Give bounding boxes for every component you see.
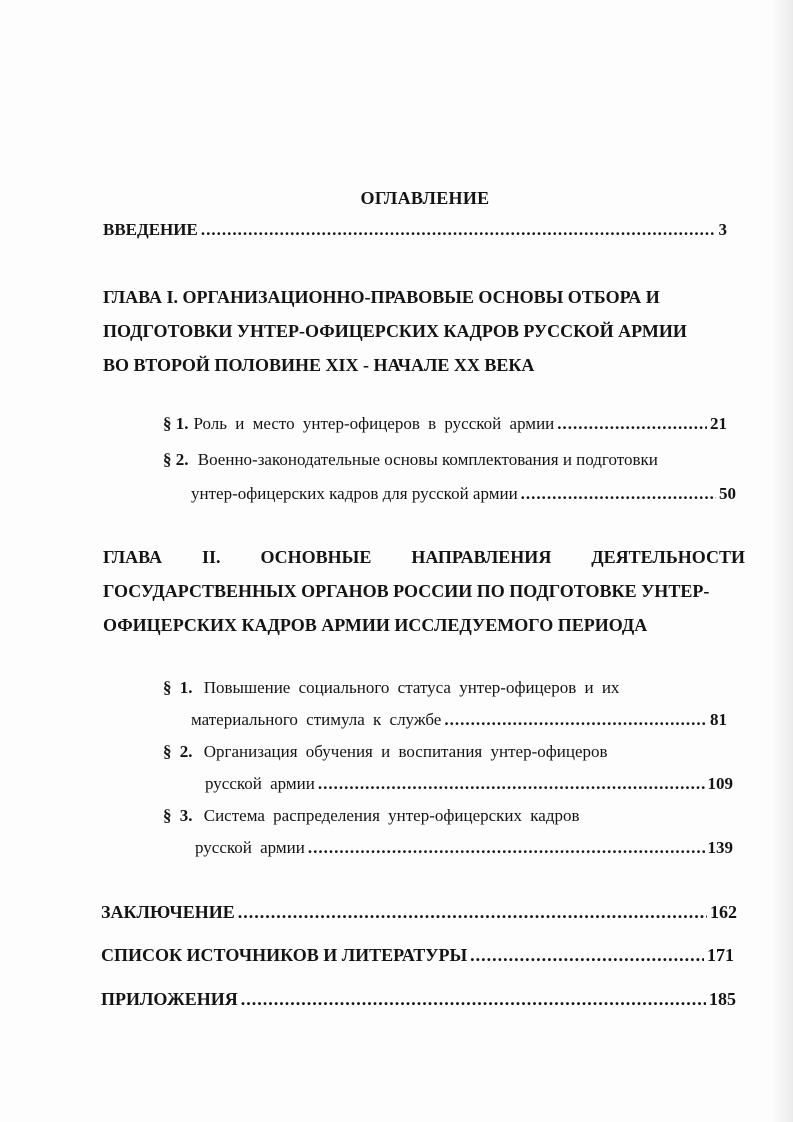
toc-entry-ch2-section-1-cont[interactable] (191, 710, 727, 730)
heading-word: ДЕЯТЕЛЬНОСТИ (591, 547, 745, 567)
section-title: Организация обучения и воспитания унтер-офицеров (203, 742, 608, 761)
section-title-continued: русской армии (205, 774, 315, 793)
toc-leader-dots (444, 710, 707, 730)
chapter-2-heading-line (103, 540, 745, 574)
chapter-2-heading-line: ГОСУДАРСТВЕННЫХ ОРГАНОВ РОССИИ ПО ПОДГОТОВКЕ УНТЕР- (103, 581, 710, 601)
page-title: ОГЛАВЛЕНИЕ (360, 188, 490, 208)
toc-entry-ch2-section-1[interactable] (163, 678, 619, 698)
section-mark: § 2. (163, 742, 193, 761)
toc-entry-sources[interactable] (101, 945, 734, 966)
heading-word: НАПРАВЛЕНИЯ (411, 547, 552, 567)
toc-entry-ch2-section-3-cont[interactable] (195, 838, 733, 858)
toc-leader-dots (521, 484, 716, 504)
section-title-continued: унтер-офицерских кадров для русской армии (191, 484, 518, 503)
toc-leader-dots (470, 945, 704, 966)
toc-entry-label: ЗАКЛЮЧЕНИЕ (101, 902, 235, 922)
chapter-1-heading-line: ВО ВТОРОЙ ПОЛОВИНЕ XIX - НАЧАЛЕ XX ВЕКА (103, 355, 535, 375)
toc-entry-ch2-section-3[interactable] (163, 806, 580, 826)
toc-entry-conclusion[interactable] (101, 902, 737, 923)
toc-page-number: 185 (709, 989, 736, 1009)
toc-leader-dots (241, 989, 706, 1010)
toc-entry-ch2-section-2[interactable] (163, 742, 608, 762)
toc-entry-ch1-section-2[interactable] (163, 450, 658, 470)
toc-page-number: 109 (707, 774, 733, 793)
toc-entry-appendix[interactable] (101, 989, 736, 1010)
chapter-2-heading-line: ОФИЦЕРСКИХ КАДРОВ АРМИИ ИССЛЕДУЕМОГО ПЕРИОДА (103, 615, 648, 635)
toc-leader-dots (201, 220, 716, 240)
toc-entry-ch1-section-2-cont[interactable] (191, 484, 736, 504)
chapter-2-heading (103, 540, 745, 642)
chapter-1-heading-line: ГЛАВА I. ОРГАНИЗАЦИОННО-ПРАВОВЫЕ ОСНОВЫ ОТБОРА И (103, 287, 660, 307)
heading-word: II. (201, 547, 221, 567)
section-mark: § 2. (163, 450, 189, 469)
toc-page-number: 3 (718, 220, 727, 239)
toc-entry-ch2-section-2-cont[interactable] (205, 774, 733, 794)
toc-page-number: 81 (710, 710, 727, 729)
heading-word: ГЛАВА (103, 547, 163, 567)
chapter-1-heading-line: ПОДГОТОВКИ УНТЕР-ОФИЦЕРСКИХ КАДРОВ РУССКОЙ АРМИИ (103, 321, 687, 341)
section-mark: § 1. (163, 678, 193, 697)
toc-page-number: 162 (710, 902, 737, 922)
section-mark: § 3. (163, 806, 193, 825)
section-title-continued: материального стимула к службе (191, 710, 442, 729)
toc-page-number: 21 (710, 414, 727, 433)
toc-leader-dots (238, 902, 707, 923)
toc-entry-label: СПИСОК ИСТОЧНИКОВ И ЛИТЕРАТУРЫ (101, 945, 468, 965)
toc-entry-ch1-section-1[interactable] (163, 414, 727, 434)
section-title: Повышение социального статуса унтер-офицеров и их (203, 678, 620, 697)
toc-page-number: 50 (719, 484, 736, 503)
section-mark: § 1. (163, 414, 189, 433)
chapter-1-heading (103, 280, 743, 382)
scan-edge-shadow (771, 0, 793, 1122)
toc-page-number: 139 (707, 838, 733, 857)
toc-leader-dots (318, 774, 705, 794)
toc-entry-label: ПРИЛОЖЕНИЯ (101, 989, 238, 1009)
toc-entry-label: ВВЕДЕНИЕ (103, 220, 198, 239)
toc-entry-introduction[interactable] (103, 220, 727, 240)
heading-word: ОСНОВНЫЕ (260, 547, 372, 567)
toc-leader-dots (557, 414, 707, 434)
section-title: Роль и место унтер-офицеров в русской армии (193, 414, 555, 433)
section-title: Система распределения унтер-офицерских кадров (203, 806, 580, 825)
toc-leader-dots (308, 838, 705, 858)
toc-page-number: 171 (707, 945, 734, 965)
section-title-continued: русской армии (195, 838, 305, 857)
section-title: Военно-законодательные основы комплектования и подготовки (197, 450, 658, 469)
